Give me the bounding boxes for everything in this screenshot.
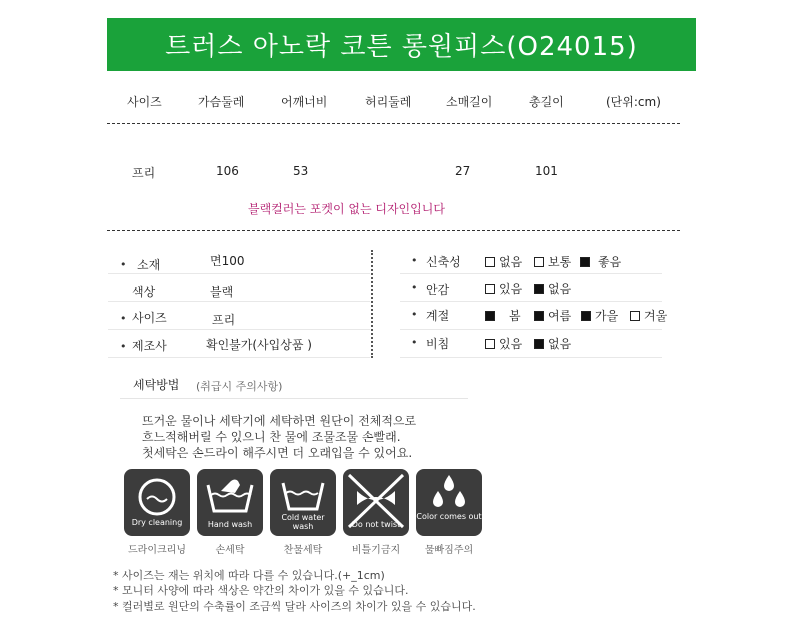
spec-label-lining: 안감 [426, 283, 450, 297]
spec-divider [108, 329, 370, 330]
option-label: 없음 [548, 337, 572, 351]
checkbox-empty-icon [485, 339, 495, 349]
hand-wash-icon: Hand wash [197, 469, 263, 536]
spec-label-size: 사이즈 [132, 311, 167, 325]
icon-label: 손세탁 [215, 545, 245, 556]
checkbox-empty-icon [534, 257, 544, 267]
color-notice: 블랙컬러는 포켓이 없는 디자인입니다 [248, 202, 445, 216]
checkbox-filled-icon [580, 257, 590, 267]
header-sleeve: 소매길이 [446, 95, 493, 109]
option-none [485, 253, 522, 270]
spec-divider [400, 329, 662, 330]
icon-label: 드라이크리닝 [128, 545, 186, 556]
option-yes [485, 280, 522, 297]
footnote: * 컬러별로 원단의 수축률이 조금씩 달라 사이즈의 차이가 있을 수 있습니다. [113, 600, 476, 613]
spec-divider [108, 357, 370, 358]
washing-subtitle: (취급시 주의사항) [196, 380, 283, 393]
header-waist: 허리둘레 [365, 95, 412, 109]
checkbox-filled-icon [534, 311, 544, 321]
spec-divider [108, 301, 370, 302]
color-comes-out-icon: Color comes out [416, 469, 482, 536]
option-winter [630, 307, 667, 324]
option-label: 여름 [548, 309, 572, 323]
spec-value-color: 블랙 [210, 285, 234, 299]
bullet-icon: • [411, 336, 418, 349]
icon-label: 물빠짐주의 [424, 545, 474, 556]
header-unit: (단위:cm) [606, 95, 661, 109]
header-shoulder: 어깨너비 [281, 95, 328, 109]
option-label: 있음 [499, 282, 523, 296]
option-spring [485, 307, 521, 324]
spec-label-stretch: 신축성 [426, 255, 461, 269]
icon-label: 비틀기금지 [351, 545, 401, 556]
product-title: 트러스 아노락 코튼 롱원피스(O24015) [107, 18, 696, 71]
option-yes [485, 335, 522, 352]
checkbox-empty-icon [485, 284, 495, 294]
bullet-icon: • [120, 258, 127, 271]
table-divider [107, 123, 680, 124]
washing-line: 첫세탁은 손드라이 해주시면 더 오래입을 수 있어요. [142, 446, 413, 460]
spec-label-color: 색상 [132, 285, 156, 299]
value-sleeve: 27 [455, 164, 471, 178]
option-label: 봄 [509, 309, 521, 323]
checkbox-filled-icon [485, 311, 495, 321]
spec-column-separator [371, 250, 373, 358]
checkbox-filled-icon [581, 311, 591, 321]
option-good [580, 253, 621, 270]
option-label: 보통 [548, 255, 572, 269]
bullet-icon: • [411, 308, 418, 321]
washing-divider [120, 398, 468, 399]
option-label: 겨울 [644, 309, 668, 323]
table-divider [107, 230, 680, 231]
option-summer [534, 307, 571, 324]
spec-divider [400, 301, 662, 302]
option-label: 없음 [548, 282, 572, 296]
value-shoulder: 53 [293, 164, 309, 178]
checkbox-filled-icon [534, 284, 544, 294]
value-length: 101 [535, 164, 558, 178]
option-label: 좋음 [598, 255, 622, 269]
spec-label-maker: 제조사 [132, 339, 167, 353]
bullet-icon: • [120, 340, 127, 353]
option-no [534, 335, 571, 352]
value-chest: 106 [216, 164, 239, 178]
footnote: * 모니터 사양에 따라 색상은 약간의 차이가 있을 수 있습니다. [113, 584, 409, 597]
spec-label-sheer: 비침 [426, 337, 450, 351]
spec-label-material: 소재 [137, 258, 161, 272]
option-normal [534, 253, 571, 270]
washing-line: 흐느적해버릴 수 있으니 찬 물에 조물조물 손빨래. [142, 430, 401, 444]
dry-cleaning-icon: Dry cleaning [124, 469, 190, 536]
cold-water-wash-icon: Cold water wash [270, 469, 336, 536]
bullet-icon: • [120, 312, 127, 325]
spec-value-maker: 확인불가(사입상품 ) [206, 338, 312, 352]
value-size: 프리 [132, 166, 156, 180]
bullet-icon: • [411, 281, 418, 294]
spec-divider [108, 273, 370, 274]
option-no [534, 280, 571, 297]
checkbox-empty-icon [630, 311, 640, 321]
do-not-twist-icon: Do not twist [343, 469, 409, 536]
header-size: 사이즈 [127, 95, 162, 109]
spec-value-material: 면100 [210, 254, 245, 268]
checkbox-empty-icon [485, 257, 495, 267]
bullet-icon: • [411, 254, 418, 267]
option-label: 없음 [499, 255, 523, 269]
checkbox-filled-icon [534, 339, 544, 349]
option-autumn [581, 307, 618, 324]
option-label: 가을 [595, 309, 619, 323]
spec-divider [400, 273, 662, 274]
header-length: 총길이 [529, 95, 564, 109]
spec-label-season: 계절 [426, 309, 450, 323]
washing-title: 세탁방법 [133, 378, 180, 392]
icon-label: 찬물세탁 [283, 545, 323, 556]
option-label: 있음 [499, 337, 523, 351]
footnote: * 사이즈는 재는 위치에 따라 다를 수 있습니다.(+_1cm) [113, 569, 385, 582]
spec-divider [400, 357, 662, 358]
washing-line: 뜨거운 물이나 세탁기에 세탁하면 원단이 전체적으로 [142, 414, 417, 428]
header-chest: 가슴둘레 [198, 95, 245, 109]
spec-value-size: 프리 [212, 313, 236, 327]
